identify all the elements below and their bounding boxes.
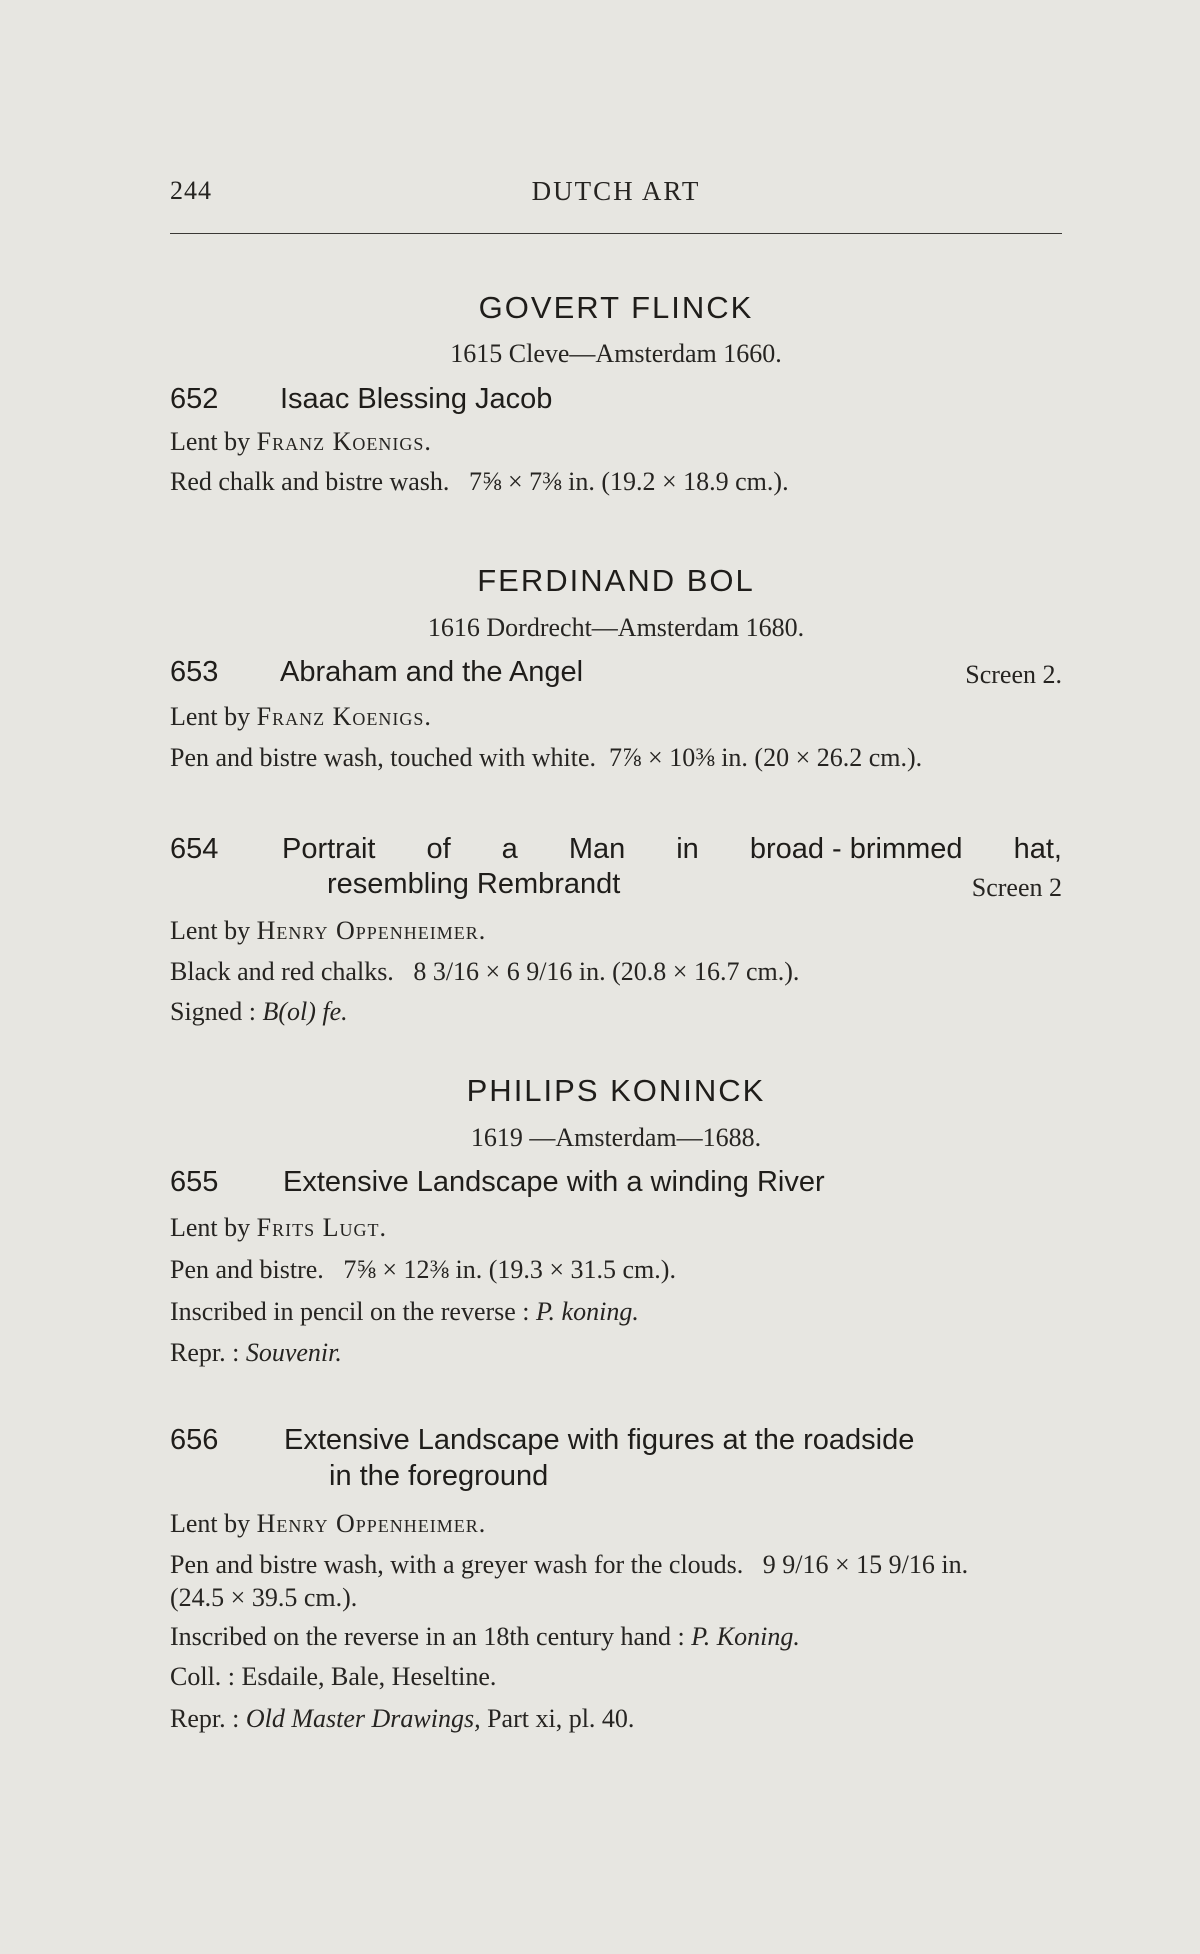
lender-name: Frits Lugt. bbox=[256, 1213, 387, 1242]
repr-label: Repr. : bbox=[170, 1338, 240, 1367]
artist-dates-bol: 1616 Dordrecht—Amsterdam 1680. bbox=[427, 613, 805, 642]
entry-title-656-line2: in the foreground bbox=[329, 1460, 549, 1492]
signed-label: Signed : bbox=[170, 997, 256, 1026]
title-word: of bbox=[426, 833, 451, 865]
entry-title-text: Extensive Landscape with a winding River bbox=[283, 1166, 825, 1198]
entry-title-654-line2: resembling Rembrandt bbox=[327, 868, 621, 900]
repr-label: Repr. : bbox=[170, 1704, 240, 1733]
lent-by-label: Lent by bbox=[170, 1509, 251, 1538]
repr-line-656 bbox=[170, 1704, 634, 1734]
inscription-line-656 bbox=[170, 1622, 800, 1652]
title-word: a bbox=[501, 833, 518, 865]
title-word: Portrait bbox=[282, 833, 376, 865]
inscription-label: Inscribed in pencil on the reverse : bbox=[170, 1297, 530, 1326]
screen-label-653: Screen 2. bbox=[965, 660, 1062, 689]
lender-line-655 bbox=[170, 1213, 387, 1243]
artist-dates-flinck: 1615 Cleve—Amsterdam 1660. bbox=[450, 339, 782, 368]
lent-by-label: Lent by bbox=[170, 916, 251, 945]
medium-text: Pen and bistre wash, touched with white. bbox=[170, 743, 597, 772]
medium-text: Red chalk and bistre wash. bbox=[170, 467, 450, 496]
medium-line-656 bbox=[170, 1550, 968, 1580]
collection-line-656: Coll. : Esdaile, Bale, Heseltine. bbox=[170, 1662, 497, 1691]
medium-text: Black and red chalks. bbox=[170, 957, 394, 986]
medium-line-654 bbox=[170, 957, 799, 987]
header-rule bbox=[170, 233, 1062, 234]
lender-name: Henry Oppenheimer. bbox=[256, 1509, 487, 1538]
size-cm-line-656: (24.5 × 39.5 cm.). bbox=[170, 1583, 358, 1612]
lent-by-label: Lent by bbox=[170, 1213, 251, 1242]
signature-text: B(ol) fe. bbox=[262, 997, 348, 1026]
size-text: 7⅝ × 12⅜ in. (19.3 × 31.5 cm.). bbox=[343, 1255, 676, 1284]
lender-name: Franz Koenigs. bbox=[256, 427, 432, 456]
artist-heading-flinck: GOVERT FLINCK bbox=[478, 290, 754, 325]
repr-source: Old Master Drawings, bbox=[245, 1704, 481, 1733]
lent-by-label: Lent by bbox=[170, 702, 251, 731]
entry-number: 654 bbox=[170, 833, 219, 865]
artist-heading-bol: FERDINAND BOL bbox=[477, 563, 755, 598]
entry-title-text: Isaac Blessing Jacob bbox=[280, 383, 553, 415]
size-text: 8 3/16 × 6 9/16 in. (20.8 × 16.7 cm.). bbox=[413, 957, 800, 986]
running-title: DUTCH ART bbox=[531, 176, 701, 206]
entry-title-text: Extensive Landscape with figures at the roadside bbox=[284, 1424, 915, 1456]
title-word: Man bbox=[568, 833, 626, 865]
lender-line-654 bbox=[170, 916, 486, 946]
repr-reference: Part xi, pl. 40. bbox=[487, 1704, 635, 1733]
medium-text: Pen and bistre wash, with a greyer wash for the clouds. bbox=[170, 1550, 744, 1579]
medium-line-655 bbox=[170, 1255, 676, 1285]
signed-line-654 bbox=[170, 997, 348, 1027]
artist-heading-koninck: PHILIPS KONINCK bbox=[466, 1073, 766, 1108]
artist-dates-koninck: 1619 —Amsterdam—1688. bbox=[470, 1123, 762, 1152]
page-header bbox=[170, 176, 1062, 216]
inscription-text: P. koning. bbox=[536, 1297, 639, 1326]
lender-name: Henry Oppenheimer. bbox=[256, 916, 487, 945]
lender-name: Franz Koenigs. bbox=[256, 702, 432, 731]
lender-line-656 bbox=[170, 1509, 486, 1539]
medium-line-652 bbox=[170, 467, 789, 497]
medium-line-653 bbox=[170, 743, 922, 773]
inscription-text: P. Koning. bbox=[691, 1622, 800, 1651]
entry-number: 656 bbox=[170, 1424, 219, 1456]
medium-text: Pen and bistre. bbox=[170, 1255, 324, 1284]
entry-title-text: Abraham and the Angel bbox=[280, 656, 584, 688]
size-text: 7⅝ × 7⅜ in. (19.2 × 18.9 cm.). bbox=[468, 467, 789, 496]
entry-number: 653 bbox=[170, 656, 219, 688]
lender-line-653 bbox=[170, 702, 432, 732]
lent-by-label: Lent by bbox=[170, 427, 251, 456]
lender-line-652 bbox=[170, 427, 432, 457]
screen-label-654: Screen 2 bbox=[971, 873, 1062, 902]
entry-number: 652 bbox=[170, 383, 219, 415]
entry-number: 655 bbox=[170, 1166, 219, 1198]
page-number: 244 bbox=[170, 176, 212, 205]
repr-line-655 bbox=[170, 1338, 342, 1368]
inscription-label: Inscribed on the reverse in an 18th century hand : bbox=[170, 1622, 685, 1651]
title-word: in bbox=[676, 833, 699, 865]
title-word: hat, bbox=[1013, 833, 1062, 865]
title-word: broad - brimmed bbox=[749, 833, 963, 865]
size-text: 7⅞ × 10⅜ in. (20 × 26.2 cm.). bbox=[609, 743, 923, 772]
entry-title-justified-line bbox=[282, 833, 1062, 866]
size-text: 9 9/16 × 15 9/16 in. bbox=[762, 1550, 969, 1579]
repr-source: Souvenir. bbox=[245, 1338, 342, 1367]
inscription-line-655 bbox=[170, 1297, 639, 1327]
